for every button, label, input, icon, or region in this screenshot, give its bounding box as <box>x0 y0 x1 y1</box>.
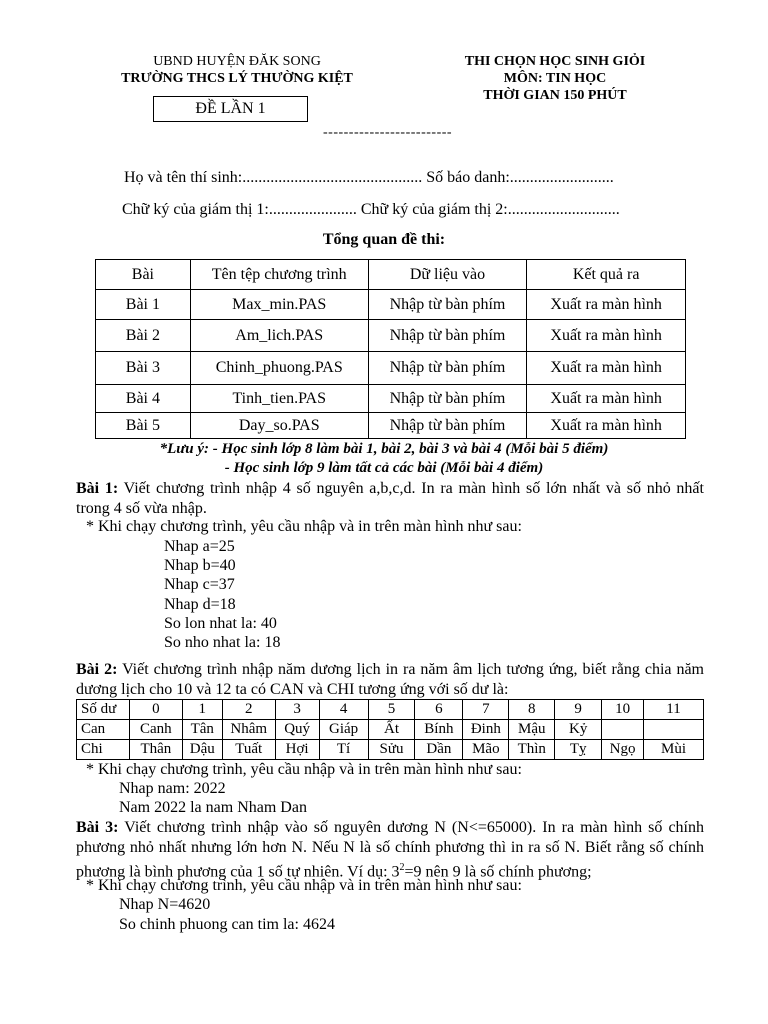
school-name: TRƯỜNG THCS LÝ THƯỜNG KIỆT <box>121 71 353 86</box>
bai1-statement <box>76 479 704 519</box>
can-chi-cell: Giáp <box>319 720 368 740</box>
bai3-label: Bài 3: <box>76 819 119 836</box>
can-chi-cell: 9 <box>555 700 602 720</box>
overview-cell: Max_min.PAS <box>190 290 368 320</box>
bai1-text: Viết chương trình nhập 4 số nguyên a,b,c,d. In ra màn hình số lớn nhất và số nhỏ nhất trong 4 số vừa nhập. <box>76 480 704 517</box>
bai2-sample-line: Nam 2022 la nam Nham Dan <box>119 799 307 816</box>
can-chi-cell <box>602 720 644 740</box>
overview-cell: Bài 1 <box>96 290 191 320</box>
overview-table <box>95 259 686 439</box>
bai1-sample-line: So lon nhat la: 40 <box>164 615 277 632</box>
separator-dashes: ------------------------- <box>323 125 453 140</box>
can-chi-cell: 10 <box>602 700 644 720</box>
can-chi-cell: Ất <box>368 720 415 740</box>
overview-cell: Bài 4 <box>96 385 191 413</box>
can-chi-cell: Nhâm <box>222 720 275 740</box>
overview-row <box>96 413 686 439</box>
signature-line: Chữ ký của giám thị 1:...................... Chữ ký của giám thị 2:............................ <box>122 201 620 218</box>
bai2-label: Bài 2: <box>76 661 118 678</box>
can-chi-row-can <box>77 720 704 740</box>
bai2-text: Viết chương trình nhập năm dương lịch in ra năm âm lịch tương ứng, biết rằng chia năm dương lịch cho 10 và 12 ta có CAN và CHI tương ứng với số dư là: <box>76 661 704 698</box>
can-chi-cell: Sửu <box>368 740 415 760</box>
can-chi-cell: 1 <box>182 700 222 720</box>
can-chi-cell: 0 <box>129 700 182 720</box>
can-chi-cell <box>644 720 704 740</box>
exam-title: THI CHỌN HỌC SINH GIỎI <box>464 54 646 69</box>
overview-cell: Am_lich.PAS <box>190 320 368 352</box>
overview-cell: Xuất ra màn hình <box>527 320 686 352</box>
bai1-sample-line: Nhap b=40 <box>164 557 236 574</box>
can-chi-cell: Quý <box>275 720 319 740</box>
can-chi-cell: Bính <box>415 720 463 740</box>
overview-cell: Xuất ra màn hình <box>527 413 686 439</box>
overview-header-row <box>96 260 686 290</box>
can-chi-cell: 3 <box>275 700 319 720</box>
can-chi-cell: Dậu <box>182 740 222 760</box>
bai1-sample-line: Nhap a=25 <box>164 538 235 555</box>
can-chi-cell: 11 <box>644 700 704 720</box>
overview-cell: Nhập từ bàn phím <box>368 352 527 385</box>
can-chi-cell: 4 <box>319 700 368 720</box>
overview-cell: Xuất ra màn hình <box>527 385 686 413</box>
can-chi-row-chi <box>77 740 704 760</box>
bai3-sample-line: Nhap N=4620 <box>119 896 211 913</box>
can-chi-cell: Tân <box>182 720 222 740</box>
overview-cell: Bài 3 <box>96 352 191 385</box>
overview-header-cell: Bài <box>96 260 191 290</box>
bai1-sample-line: Nhap d=18 <box>164 596 236 613</box>
can-chi-cell: 7 <box>463 700 509 720</box>
can-chi-row-sodu <box>77 700 704 720</box>
can-chi-cell: Canh <box>129 720 182 740</box>
can-chi-cell: Chi <box>77 740 130 760</box>
overview-row <box>96 320 686 352</box>
note-grade9: - Học sinh lớp 9 làm tất cả các bài (Mỗi bài 4 điểm) <box>224 460 544 476</box>
overview-row <box>96 385 686 413</box>
can-chi-cell: 6 <box>415 700 463 720</box>
bai3-statement <box>76 818 704 882</box>
can-chi-cell: Đinh <box>463 720 509 740</box>
overview-cell: Tinh_tien.PAS <box>190 385 368 413</box>
exam-duration: THỜI GIAN 150 PHÚT <box>483 88 627 103</box>
can-chi-cell: Số dư <box>77 700 130 720</box>
can-chi-cell: Mùi <box>644 740 704 760</box>
overview-cell: Nhập từ bàn phím <box>368 385 527 413</box>
can-chi-cell: Mão <box>463 740 509 760</box>
can-chi-cell: Ngọ <box>602 740 644 760</box>
bai1-label: Bài 1: <box>76 480 119 497</box>
bai3-instruction: * Khi chạy chương trình, yêu cầu nhập và in trên màn hình như sau: <box>86 877 522 894</box>
bai2-sample-line: Nhap nam: 2022 <box>119 780 226 797</box>
note-grade8: *Lưu ý: - Học sinh lớp 8 làm bài 1, bài 2, bài 3 và bài 4 (Mỗi bài 5 điểm) <box>159 441 609 457</box>
can-chi-cell: Thân <box>129 740 182 760</box>
bai3-text-a: Viết chương trình nhập vào số nguyên dương N (N<=65000). In ra màn hình số chính phương nhỏ nhất nhưng lớn hơn N. Nếu N là số chính phương thì in ra số N. Biết rằng số chính phương là bình phương của 1 số tự nhiên. Ví dụ: 3 <box>76 819 704 881</box>
bai3-superscript: 2 <box>399 862 405 873</box>
overview-cell: Nhập từ bàn phím <box>368 413 527 439</box>
overview-cell: Bài 5 <box>96 413 191 439</box>
bai2-statement <box>76 660 704 700</box>
can-chi-cell: Mậu <box>509 720 555 740</box>
bai3-text-b: =9 nên 9 là số chính phương; <box>404 863 592 881</box>
district-name: UBND HUYỆN ĐĂK SONG <box>153 54 321 69</box>
can-chi-cell: Kỷ <box>555 720 602 740</box>
overview-cell: Nhập từ bàn phím <box>368 320 527 352</box>
overview-title: Tổng quan đề thi: <box>322 231 446 248</box>
bai1-instruction: * Khi chạy chương trình, yêu cầu nhập và in trên màn hình như sau: <box>86 518 522 535</box>
can-chi-cell: Dần <box>415 740 463 760</box>
can-chi-cell: Can <box>77 720 130 740</box>
bai3-sample-line: So chinh phuong can tim la: 4624 <box>119 916 335 933</box>
overview-cell: Chinh_phuong.PAS <box>190 352 368 385</box>
bai1-sample-line: So nho nhat la: 18 <box>164 634 281 651</box>
can-chi-cell: 2 <box>222 700 275 720</box>
overview-row <box>96 352 686 385</box>
can-chi-cell: 5 <box>368 700 415 720</box>
can-chi-cell: Tỵ <box>555 740 602 760</box>
overview-cell: Xuất ra màn hình <box>527 290 686 320</box>
overview-header-cell: Dữ liệu vào <box>368 260 527 290</box>
can-chi-cell: Tuất <box>222 740 275 760</box>
can-chi-cell: Hợi <box>275 740 319 760</box>
exam-round-box: ĐỀ LẦN 1 <box>153 96 308 122</box>
can-chi-table <box>76 699 704 760</box>
exam-subject: MÔN: TIN HỌC <box>503 71 607 86</box>
overview-cell: Day_so.PAS <box>190 413 368 439</box>
overview-row <box>96 290 686 320</box>
overview-header-cell: Kết quả ra <box>527 260 686 290</box>
can-chi-cell: 8 <box>509 700 555 720</box>
bai1-sample-line: Nhap c=37 <box>164 576 235 593</box>
overview-header-cell: Tên tệp chương trình <box>190 260 368 290</box>
bai2-instruction: * Khi chạy chương trình, yêu cầu nhập và in trên màn hình như sau: <box>86 761 522 778</box>
school-header <box>102 53 372 87</box>
overview-cell: Xuất ra màn hình <box>527 352 686 385</box>
overview-cell: Nhập từ bàn phím <box>368 290 527 320</box>
can-chi-cell: Thìn <box>509 740 555 760</box>
can-chi-cell: Tí <box>319 740 368 760</box>
overview-cell: Bài 2 <box>96 320 191 352</box>
exam-header <box>430 53 680 104</box>
candidate-name-line: Họ và tên thí sinh:............................................. Số báo danh:.......................... <box>124 169 614 186</box>
